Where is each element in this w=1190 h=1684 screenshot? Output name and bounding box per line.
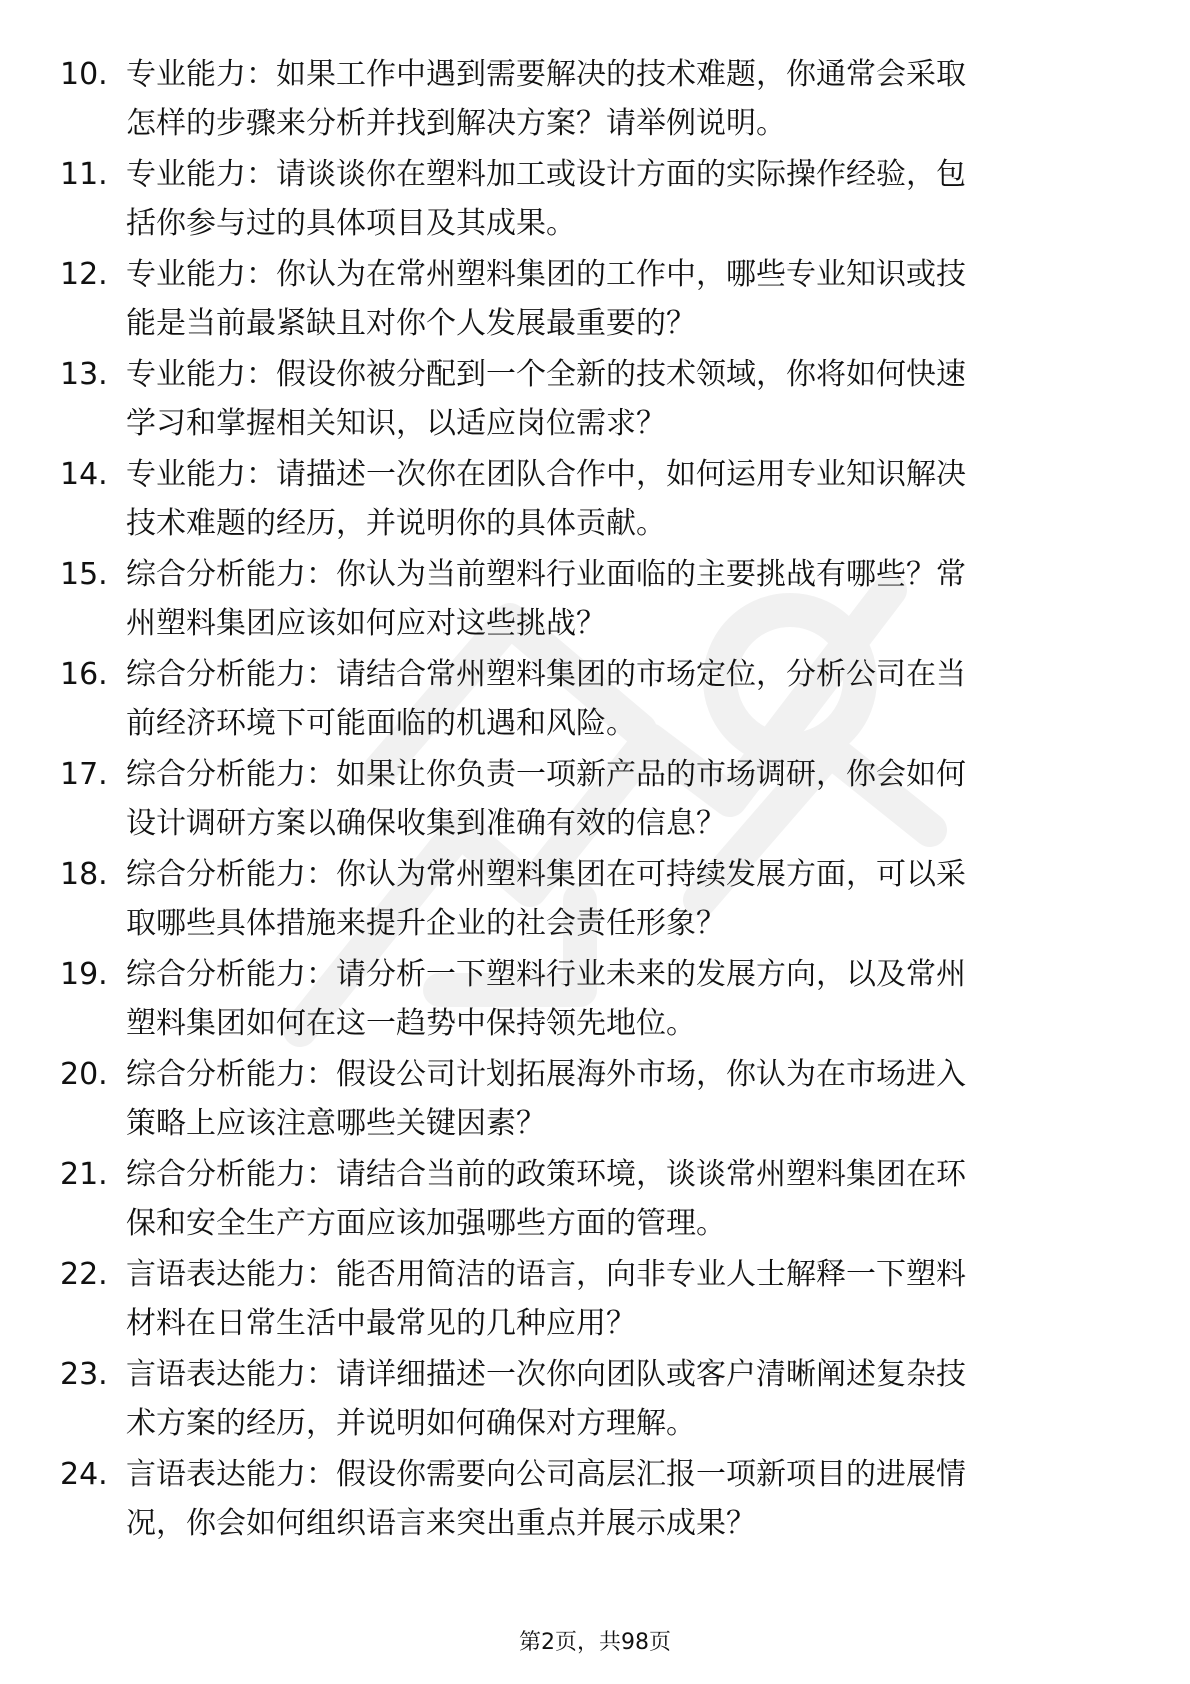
question-item (60, 950, 1120, 1050)
question-number: 11. (60, 157, 108, 192)
question-text-line: 综合分析能力：你认为常州塑料集团在可持续发展方面，可以采 (126, 857, 966, 892)
question-number: 17. (60, 757, 108, 792)
question-number: 20. (60, 1057, 108, 1092)
question-item (60, 850, 1120, 950)
question-text-line: 言语表达能力：请详细描述一次你向团队或客户清晰阐述复杂技 (126, 1357, 966, 1392)
question-text (126, 1050, 1120, 1148)
page-number-label: 第2页，共98页 (519, 1630, 671, 1655)
question-text (126, 750, 1120, 848)
question-number: 21. (60, 1157, 108, 1192)
question-text (126, 1350, 1120, 1448)
question-item (60, 50, 1120, 150)
question-text-line: 取哪些具体措施来提升企业的社会责任形象？ (126, 906, 726, 941)
question-text (126, 250, 1120, 348)
question-text-line: 保和安全生产方面应该加强哪些方面的管理。 (126, 1206, 726, 1241)
question-item (60, 550, 1120, 650)
question-number: 24. (60, 1457, 108, 1492)
question-text (126, 50, 1120, 148)
question-item (60, 1050, 1120, 1150)
question-text-line: 学习和掌握相关知识，以适应岗位需求？ (126, 406, 666, 441)
question-item (60, 1350, 1120, 1450)
question-text (126, 350, 1120, 448)
question-text-line: 州塑料集团应该如何应对这些挑战？ (126, 606, 606, 641)
question-text-line: 言语表达能力：能否用简洁的语言，向非专业人士解释一下塑料 (126, 1257, 966, 1292)
question-text (126, 850, 1120, 948)
question-text-line: 术方案的经历，并说明如何确保对方理解。 (126, 1406, 696, 1441)
question-text-line: 综合分析能力：请分析一下塑料行业未来的发展方向，以及常州 (126, 957, 966, 992)
question-number: 12. (60, 257, 108, 292)
question-item (60, 750, 1120, 850)
question-text-line: 专业能力：如果工作中遇到需要解决的技术难题，你通常会采取 (126, 57, 966, 92)
question-item (60, 250, 1120, 350)
question-number: 22. (60, 1257, 108, 1292)
question-item (60, 650, 1120, 750)
question-number: 15. (60, 557, 108, 592)
question-number: 10. (60, 57, 108, 92)
question-text-line: 综合分析能力：请结合当前的政策环境，谈谈常州塑料集团在环 (126, 1157, 966, 1192)
question-text-line: 况，你会如何组织语言来突出重点并展示成果？ (126, 1506, 756, 1541)
question-text-line: 材料在日常生活中最常见的几种应用？ (126, 1306, 636, 1341)
question-text (126, 150, 1120, 248)
question-text-line: 怎样的步骤来分析并找到解决方案？请举例说明。 (126, 106, 786, 141)
question-text (126, 450, 1120, 548)
question-item (60, 150, 1120, 250)
question-text (126, 1150, 1120, 1248)
question-text-line: 专业能力：请谈谈你在塑料加工或设计方面的实际操作经验，包 (126, 157, 966, 192)
question-item (60, 450, 1120, 550)
question-text-line: 前经济环境下可能面临的机遇和风险。 (126, 706, 636, 741)
question-item (60, 1250, 1120, 1350)
question-text-line: 专业能力：你认为在常州塑料集团的工作中，哪些专业知识或技 (126, 257, 966, 292)
question-text (126, 950, 1120, 1048)
question-text-line: 技术难题的经历，并说明你的具体贡献。 (126, 506, 666, 541)
question-text (126, 1450, 1120, 1548)
question-number: 14. (60, 457, 108, 492)
question-text (126, 650, 1120, 748)
question-number: 23. (60, 1357, 108, 1392)
question-item (60, 1150, 1120, 1250)
question-text-line: 能是当前最紧缺且对你个人发展最重要的？ (126, 306, 696, 341)
question-text-line: 塑料集团如何在这一趋势中保持领先地位。 (126, 1006, 696, 1041)
question-text-line: 综合分析能力：假设公司计划拓展海外市场，你认为在市场进入 (126, 1057, 966, 1092)
question-text-line: 策略上应该注意哪些关键因素？ (126, 1106, 546, 1141)
page-footer (0, 1628, 1190, 1658)
question-text (126, 1250, 1120, 1348)
question-text-line: 综合分析能力：如果让你负责一项新产品的市场调研，你会如何 (126, 757, 966, 792)
question-number: 13. (60, 357, 108, 392)
question-text-line: 专业能力：请描述一次你在团队合作中，如何运用专业知识解决 (126, 457, 966, 492)
question-number: 16. (60, 657, 108, 692)
question-text-line: 综合分析能力：你认为当前塑料行业面临的主要挑战有哪些？常 (126, 557, 966, 592)
question-text-line: 设计调研方案以确保收集到准确有效的信息？ (126, 806, 726, 841)
question-text-line: 括你参与过的具体项目及其成果。 (126, 206, 576, 241)
question-item (60, 350, 1120, 450)
question-text (126, 550, 1120, 648)
question-text-line: 专业能力：假设你被分配到一个全新的技术领域，你将如何快速 (126, 357, 966, 392)
question-number: 18. (60, 857, 108, 892)
question-text-line: 综合分析能力：请结合常州塑料集团的市场定位，分析公司在当 (126, 657, 966, 692)
question-number: 19. (60, 957, 108, 992)
question-item (60, 1450, 1120, 1550)
question-text-line: 言语表达能力：假设你需要向公司高层汇报一项新项目的进展情 (126, 1457, 966, 1492)
question-list (60, 50, 1120, 1550)
